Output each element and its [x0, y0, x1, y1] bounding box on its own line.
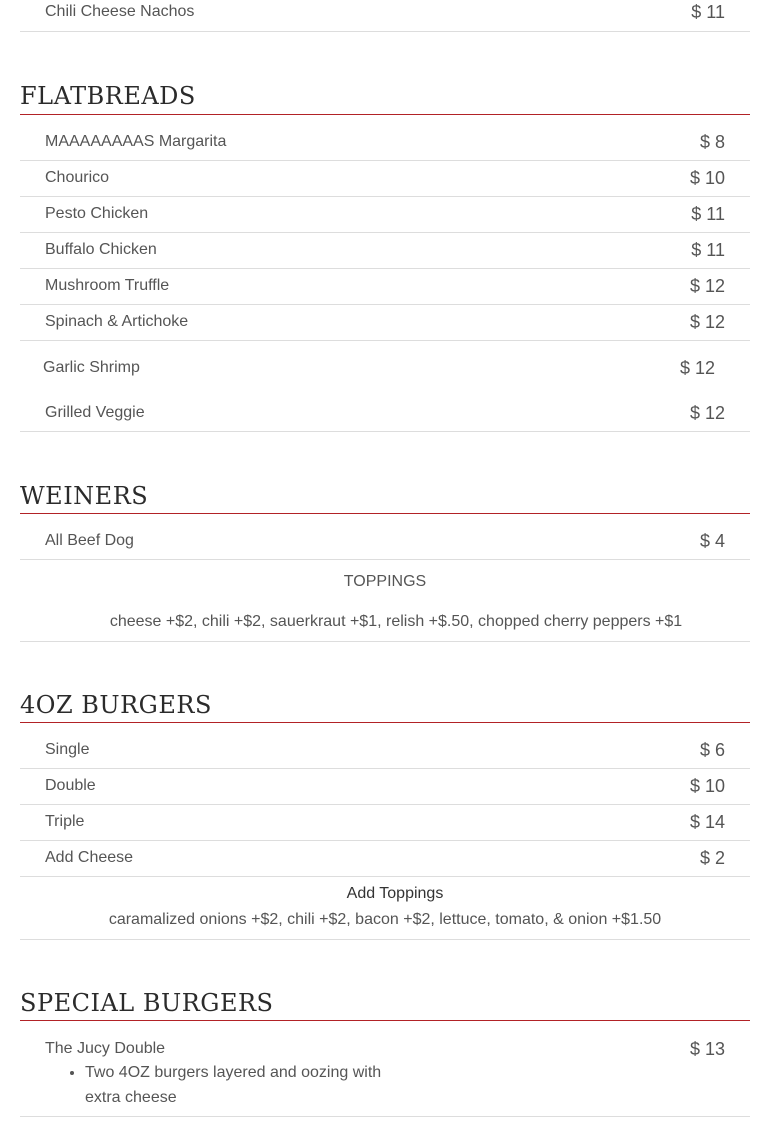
item-price: $ 14 — [689, 812, 725, 832]
toppings-note — [20, 560, 750, 642]
item-price: $ 10 — [689, 776, 725, 796]
item-price: $ 12 — [679, 358, 715, 378]
item-price: $ 11 — [691, 2, 725, 22]
section-heading-special-burgers: SPECIAL BURGERS — [20, 991, 750, 1021]
menu-item — [20, 805, 750, 841]
item-name: MAAAAAAAAS Margarita — [45, 133, 227, 150]
add-toppings-title: Add Toppings — [346, 885, 444, 902]
item-price: $ 11 — [691, 204, 725, 224]
menu-item — [20, 124, 750, 161]
item-name: Pesto Chicken — [45, 205, 149, 222]
add-toppings-note — [20, 877, 750, 940]
menu-item — [20, 732, 750, 769]
section-heading-weiners: WEINERS — [20, 484, 750, 514]
menu-item — [20, 523, 750, 560]
menu-item — [20, 341, 750, 386]
item-name: Mushroom Truffle — [45, 277, 170, 294]
menu-item — [20, 161, 750, 197]
item-name: Chourico — [45, 169, 110, 186]
item-name: Buffalo Chicken — [45, 241, 157, 258]
item-price: $ 2 — [699, 848, 725, 868]
menu-item — [20, 197, 750, 233]
item-name: Chili Cheese Nachos — [45, 3, 195, 20]
menu-item-chili-cheese-nachos — [20, 0, 750, 32]
item-price: $ 6 — [699, 740, 725, 760]
item-name: Triple — [45, 813, 85, 830]
item-name: Double — [45, 777, 96, 794]
item-name: Add Cheese — [45, 849, 134, 866]
add-toppings-text: caramalized onions +$2, chili +$2, bacon +$2, lettuce, tomato, & onion +$1.50 — [108, 911, 662, 928]
item-price: $ 4 — [699, 531, 725, 551]
item-price: $ 12 — [689, 312, 725, 332]
toppings-text: cheese +$2, chili +$2, sauerkraut +$1, relish +$.50, chopped cherry peppers +$1 — [109, 613, 683, 630]
menu-item — [20, 233, 750, 269]
section-heading-flatbreads: FLATBREADS — [20, 84, 750, 115]
section-heading-burgers: 4OZ BURGERS — [20, 693, 750, 723]
item-name: Spinach & Artichoke — [45, 313, 189, 330]
menu-item — [20, 269, 750, 305]
item-description-list — [65, 1060, 415, 1110]
item-price: $ 8 — [699, 132, 725, 152]
item-price: $ 10 — [689, 168, 725, 188]
item-name: Grilled Veggie — [45, 404, 145, 421]
menu-item — [20, 305, 750, 341]
item-name: All Beef Dog — [45, 532, 134, 549]
item-price: $ 12 — [689, 276, 725, 296]
menu-item — [20, 386, 750, 432]
item-price: $ 11 — [691, 240, 725, 260]
item-description: • Two 4OZ burgers layered and oozing with extra cheese — [85, 1060, 415, 1110]
item-price: $ 12 — [689, 403, 725, 423]
item-name: Garlic Shrimp — [43, 359, 140, 376]
item-name: Single — [45, 741, 90, 758]
toppings-title: TOPPINGS — [343, 573, 427, 590]
menu-item — [20, 769, 750, 805]
menu-item — [20, 1030, 750, 1117]
item-price: $ 13 — [689, 1039, 725, 1059]
menu-item — [20, 841, 750, 877]
item-name: The Jucy Double — [45, 1040, 166, 1057]
